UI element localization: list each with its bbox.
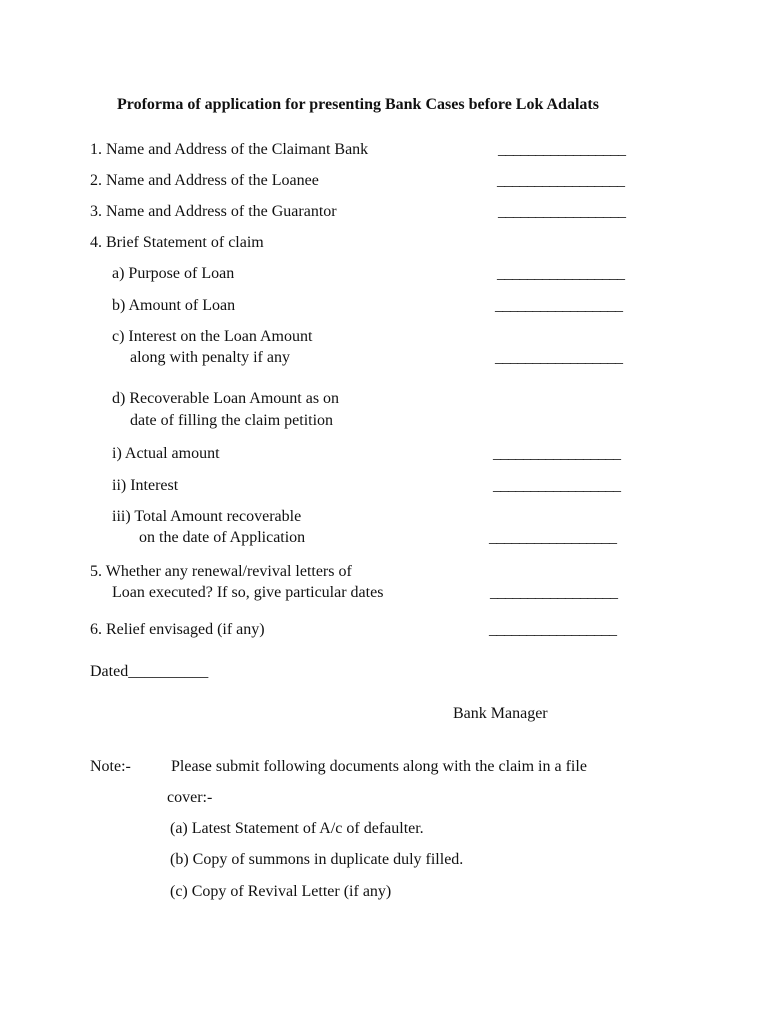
item-4d-ii-blank: _________________ bbox=[493, 477, 621, 494]
item-4d-iii-label-line2: on the date of Application bbox=[139, 529, 306, 546]
note-text-line2: cover:- bbox=[167, 789, 213, 806]
item-2-label: 2. Name and Address of the Loanee bbox=[90, 172, 319, 189]
item-4b-label: b) Amount of Loan bbox=[112, 297, 236, 314]
item-5-label-line1: 5. Whether any renewal/revival letters of bbox=[90, 563, 352, 580]
item-3-blank: _________________ bbox=[498, 203, 626, 220]
item-3-label: 3. Name and Address of the Guarantor bbox=[90, 203, 337, 220]
item-6-blank: _________________ bbox=[489, 621, 617, 638]
item-5-label-line2: Loan executed? If so, give particular dates bbox=[112, 584, 384, 601]
item-1-blank: _________________ bbox=[498, 141, 626, 158]
item-5-blank: _________________ bbox=[490, 584, 618, 601]
note-doc-c: (c) Copy of Revival Letter (if any) bbox=[170, 883, 392, 900]
item-6-label: 6. Relief envisaged (if any) bbox=[90, 621, 265, 638]
note-doc-a: (a) Latest Statement of A/c of defaulter. bbox=[170, 820, 424, 837]
item-4a-label: a) Purpose of Loan bbox=[112, 265, 235, 282]
signatory-label: Bank Manager bbox=[453, 705, 548, 722]
note-label: Note:- bbox=[90, 758, 131, 775]
item-2-blank: _________________ bbox=[497, 172, 625, 189]
item-4d-label-line2: date of filling the claim petition bbox=[130, 412, 334, 429]
item-4d-iii-label-line1: iii) Total Amount recoverable bbox=[112, 508, 302, 525]
note-text-line1: Please submit following documents along with the claim in a file bbox=[171, 758, 587, 775]
item-4c-label-line2: along with penalty if any bbox=[130, 349, 290, 366]
dated-field: Dated__________ bbox=[90, 663, 209, 680]
item-4c-label-line1: c) Interest on the Loan Amount bbox=[112, 328, 313, 345]
item-4a-blank: _________________ bbox=[497, 265, 625, 282]
item-4b-blank: _________________ bbox=[495, 297, 623, 314]
note-doc-b: (b) Copy of summons in duplicate duly filled. bbox=[170, 851, 464, 868]
item-4d-iii-blank: _________________ bbox=[489, 529, 617, 546]
item-4d-label-line1: d) Recoverable Loan Amount as on bbox=[112, 390, 340, 407]
item-4d-i-blank: _________________ bbox=[493, 445, 621, 462]
item-4d-ii-label: ii) Interest bbox=[112, 477, 179, 494]
form-title: Proforma of application for presenting Bank Cases before Lok Adalats bbox=[117, 96, 599, 113]
item-1-label: 1. Name and Address of the Claimant Bank bbox=[90, 141, 369, 158]
item-4d-i-label: i) Actual amount bbox=[112, 445, 220, 462]
item-4c-blank: _________________ bbox=[495, 349, 623, 366]
item-4-label: 4. Brief Statement of claim bbox=[90, 234, 264, 251]
